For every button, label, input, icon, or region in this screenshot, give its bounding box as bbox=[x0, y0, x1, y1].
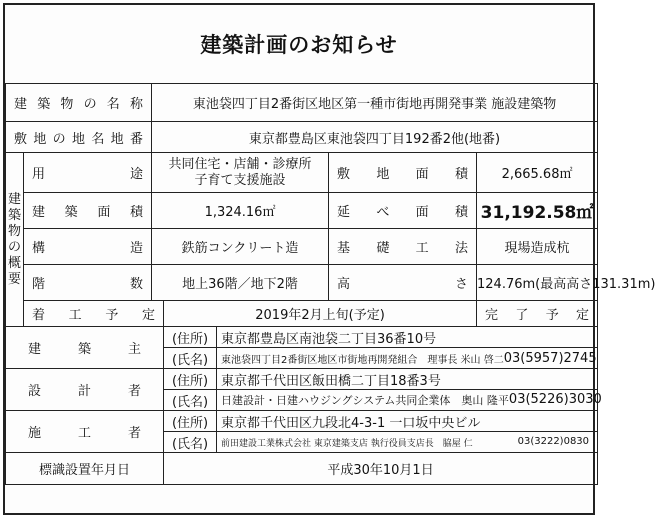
info-table bbox=[5, 83, 655, 485]
owner-address-label: (住所) bbox=[164, 327, 217, 348]
designer-phone: 03(5226)3030 bbox=[508, 392, 602, 407]
row-sign-date bbox=[6, 453, 598, 485]
notice-sign bbox=[3, 3, 655, 515]
site-address-label: 敷地の地名地番 bbox=[6, 122, 152, 153]
sign-title: 建築計画のお知らせ bbox=[200, 33, 398, 57]
designer-name-cell bbox=[217, 390, 602, 411]
row-use bbox=[6, 153, 598, 193]
building-name-label: 建築物の名称 bbox=[6, 84, 152, 122]
owner-address: 東京都豊島区南池袋二丁目36番10号 bbox=[217, 327, 598, 348]
start-label: 着工予定 bbox=[24, 301, 164, 327]
designer-address-label: (住所) bbox=[164, 369, 217, 390]
row-schedule bbox=[6, 301, 598, 327]
structure-label: 構造 bbox=[24, 229, 152, 265]
row-site-address bbox=[6, 122, 598, 153]
building-area-label: 建築面積 bbox=[24, 193, 152, 229]
row-building-area bbox=[6, 193, 598, 229]
owner-phone: 03(5957)2745 bbox=[503, 350, 597, 366]
sign-date-value: 平成30年10月1日 bbox=[164, 453, 598, 485]
contractor-label: 施工者 bbox=[6, 411, 164, 453]
contractor-name-cell bbox=[217, 432, 598, 453]
foundation-value: 現場造成杭 bbox=[477, 229, 598, 265]
designer-address: 東京都千代田区飯田橋二丁目18番3号 bbox=[217, 369, 598, 390]
completion-label: 完了予定 bbox=[477, 301, 598, 327]
sign-date-label: 標識設置年月日 bbox=[6, 453, 164, 485]
structure-value: 鉄筋コンクリート造 bbox=[152, 229, 329, 265]
height-label: 高さ bbox=[329, 265, 477, 301]
overview-label: 建 築 物 の 概 要 bbox=[6, 153, 24, 327]
owner-name-label: (氏名) bbox=[164, 348, 217, 369]
building-area-value: 1,324.16㎡ bbox=[152, 193, 329, 229]
total-floor-area-label: 延べ面積 bbox=[329, 193, 477, 229]
designer-name-label: (氏名) bbox=[164, 390, 217, 411]
contractor-address: 東京都千代田区九段北4-3-1 一口坂中央ビル bbox=[217, 411, 598, 432]
owner-name-cell bbox=[217, 348, 598, 369]
row-contractor-address bbox=[6, 411, 598, 432]
contractor-phone: 03(3222)0830 bbox=[517, 435, 590, 447]
row-designer-address bbox=[6, 369, 598, 390]
row-structure bbox=[6, 229, 598, 265]
contractor-name-label: (氏名) bbox=[164, 432, 217, 453]
use-label: 用途 bbox=[24, 153, 152, 193]
site-area-label: 敷地面積 bbox=[329, 153, 477, 193]
floors-value: 地上36階／地下2階 bbox=[152, 265, 329, 301]
contractor-address-label: (住所) bbox=[164, 411, 217, 432]
owner-name: 東池袋四丁目2番街区地区市街地再開発組合 理事長 米山 啓二 bbox=[221, 354, 504, 366]
height-value: 124.76m(最高高さ131.31m) bbox=[477, 265, 598, 301]
foundation-label: 基礎工法 bbox=[329, 229, 477, 265]
building-name-value: 東池袋四丁目2番街区地区第一種市街地再開発事業 施設建築物 bbox=[152, 84, 598, 122]
use-value: 共同住宅・店舗・診療所 子育て支援施設 bbox=[152, 153, 329, 193]
row-building-name bbox=[6, 84, 598, 122]
site-area-value: 2,665.68㎡ bbox=[477, 153, 598, 193]
designer-name: 日建設計・日建ハウジングシステム共同企業体 奥山 隆平 bbox=[221, 394, 509, 407]
total-floor-area-value: 31,192.58㎡ bbox=[477, 193, 598, 229]
site-address-value: 東京都豊島区東池袋四丁目192番2他(地番) bbox=[152, 122, 598, 153]
row-owner-address bbox=[6, 327, 598, 348]
contractor-name: 前田建設工業株式会社 東京建築支店 執行役員支店長 脇屋 仁 bbox=[221, 438, 473, 449]
designer-label: 設計者 bbox=[6, 369, 164, 411]
owner-label: 建築主 bbox=[6, 327, 164, 369]
start-value: 2019年2月上旬(予定) bbox=[164, 301, 477, 327]
row-floors bbox=[6, 265, 598, 301]
floors-label: 階数 bbox=[24, 265, 152, 301]
